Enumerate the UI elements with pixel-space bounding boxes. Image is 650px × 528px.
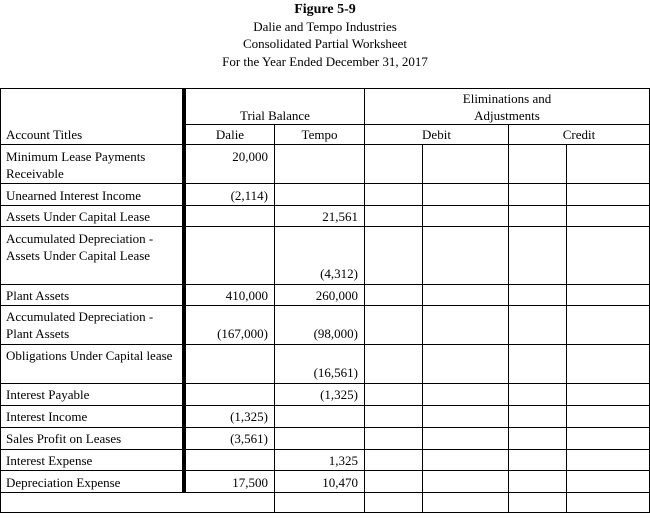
account-title: Unearned Interest Income: [6, 188, 141, 203]
tempo-amount: 21,561: [322, 209, 358, 224]
dalie-amount: (3,561): [230, 431, 268, 446]
tempo-amount: 10,470: [322, 475, 358, 490]
account-title: Plant Assets: [6, 288, 70, 303]
company-name: Dalie and Tempo Industries: [253, 19, 397, 34]
tempo-amount: (4,312): [320, 266, 358, 281]
account-title: Interest Payable: [6, 387, 90, 402]
dalie-amount: 20,000: [232, 149, 268, 164]
account-title: Interest Income: [6, 409, 88, 424]
header-trial-balance: Trial Balance: [240, 108, 310, 123]
account-title: Obligations Under Capital lease: [6, 348, 173, 363]
account-title: Accumulated Depreciation - Assets Under Capital Lease: [6, 231, 154, 263]
dalie-amount: (1,325): [230, 409, 268, 424]
worksheet-title: Consolidated Partial Worksheet: [242, 36, 408, 51]
account-title: Accumulated Depreciation - Plant Assets: [6, 309, 154, 341]
header-dalie: Dalie: [215, 127, 245, 142]
header-eliminations: Eliminations and: [462, 91, 552, 106]
header-credit: Credit: [562, 127, 596, 142]
header-tempo: Tempo: [301, 127, 338, 142]
tempo-amount: 1,325: [328, 453, 358, 468]
tempo-amount: (98,000): [313, 326, 358, 341]
header-account-titles: Account Titles: [6, 127, 83, 142]
tempo-amount: (1,325): [320, 387, 358, 402]
dalie-amount: (167,000): [217, 326, 268, 341]
header-adjustments: Adjustments: [474, 108, 540, 123]
header-debit: Debit: [422, 127, 451, 142]
period-line: For the Year Ended December 31, 2017: [222, 54, 428, 69]
account-title: Assets Under Capital Lease: [6, 209, 151, 224]
account-title: Depreciation Expense: [6, 475, 121, 490]
dalie-amount: 410,000: [225, 288, 268, 303]
account-title: Interest Expense: [6, 453, 93, 468]
tempo-amount: 260,000: [315, 288, 358, 303]
dalie-amount: 17,500: [232, 475, 268, 490]
account-title: Sales Profit on Leases: [6, 431, 122, 446]
account-title: Minimum Lease Payments Receivable: [6, 149, 146, 181]
tempo-amount: (16,561): [313, 365, 358, 380]
dalie-amount: (2,114): [230, 188, 268, 203]
figure-label: Figure 5-9: [294, 2, 356, 17]
